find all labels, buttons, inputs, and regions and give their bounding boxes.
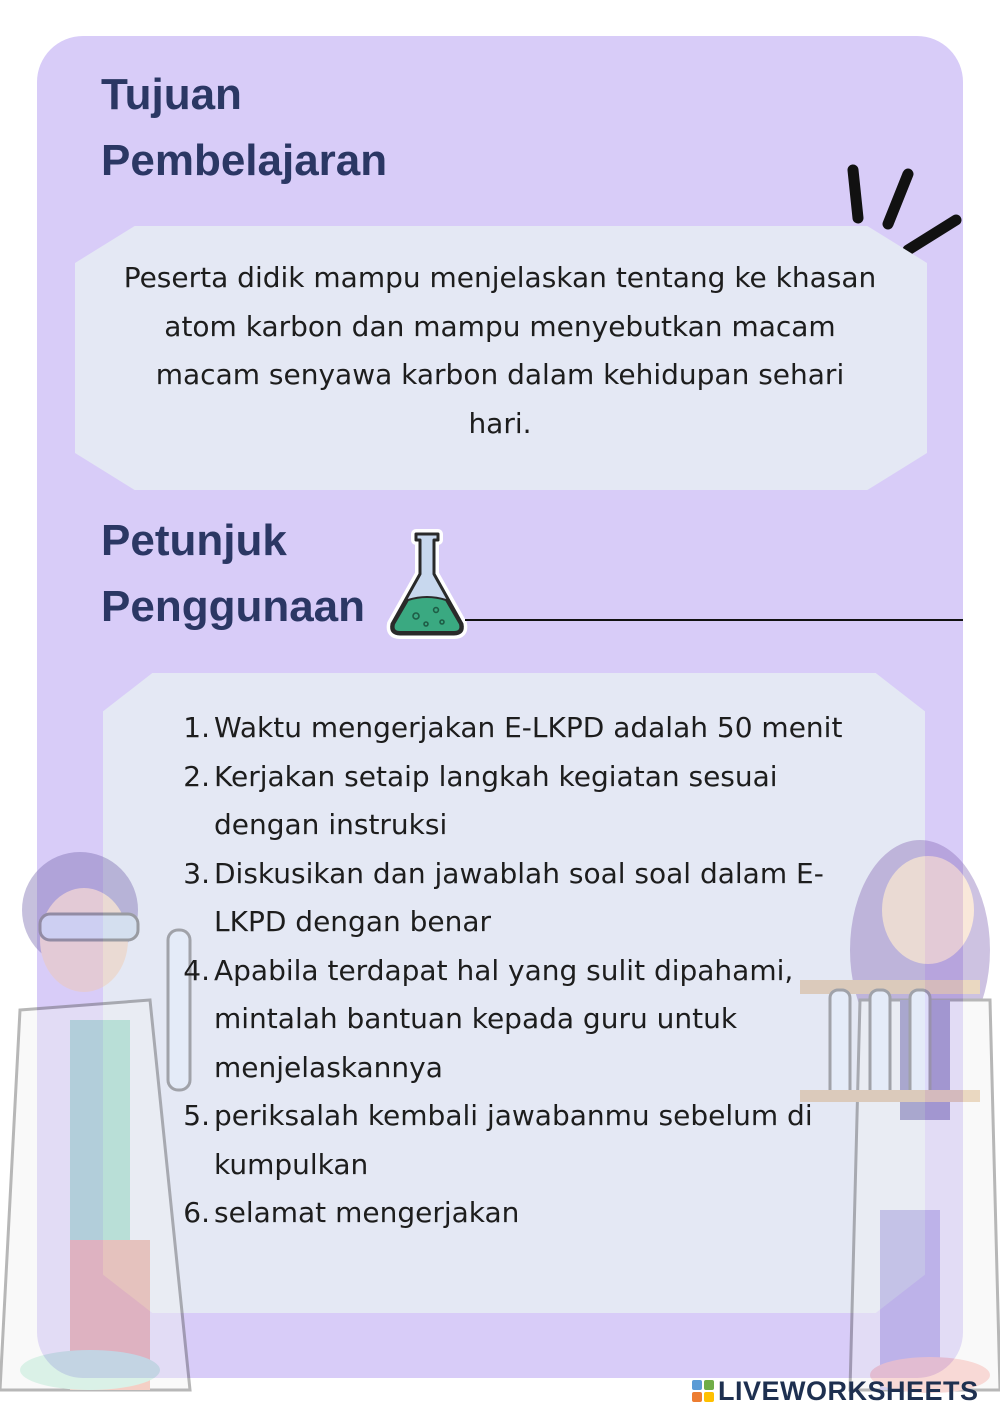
objectives-title-line2: Pembelajaran <box>101 136 388 185</box>
list-item-number: 6. <box>183 1196 210 1229</box>
list-item-number: 3. <box>183 856 210 890</box>
list-item-text: Diskusikan dan jawablah soal soal dalam E-LKPD dengan benar <box>214 856 824 938</box>
list-item <box>176 753 866 850</box>
instructions-list <box>176 704 866 1238</box>
list-item-number: 5. <box>183 1099 210 1132</box>
instructions-title <box>101 508 365 640</box>
list-item-text: selamat mengerjakan <box>214 1196 520 1229</box>
objectives-text: Peserta didik mampu menjelaskan tentang ke khasan atom karbon dan mampu menyebutkan macam macam senyawa karbon dalam kehidupan sehari hari. <box>123 261 877 440</box>
liveworksheets-logo[interactable] <box>692 1376 979 1406</box>
scientist-man-illustration <box>0 830 200 1415</box>
list-item-number: 4. <box>183 953 210 987</box>
heading-underline <box>465 619 963 621</box>
list-item <box>176 704 866 753</box>
flask-icon <box>386 528 468 640</box>
list-item-text: periksalah kembali jawabanmu sebelum di kumpulkan <box>214 1099 813 1181</box>
instructions-title-line2: Penggunaan <box>101 582 366 631</box>
objectives-title <box>101 62 387 194</box>
list-item <box>176 850 866 947</box>
instructions-title-line1: Petunjuk <box>101 516 287 565</box>
list-item-number: 2. <box>183 759 210 793</box>
liveworksheets-logo-text: LIVEWORKSHEETS <box>718 1375 979 1406</box>
liveworksheets-logo-icon <box>692 1380 714 1402</box>
list-item-text: Kerjakan setaip langkah kegiatan sesuai dengan instruksi <box>214 759 778 841</box>
list-item <box>176 947 866 1093</box>
list-item-text: Waktu mengerjakan E-LKPD adalah 50 menit <box>214 711 843 744</box>
objectives-title-line1: Tujuan <box>101 70 242 119</box>
list-item-number: 1. <box>183 711 210 744</box>
list-item <box>176 1092 866 1189</box>
list-item-text: Apabila terdapat hal yang sulit dipahami, mintalah bantuan kepada guru untuk menjelaskannya <box>214 953 794 1084</box>
list-item <box>176 1189 866 1238</box>
